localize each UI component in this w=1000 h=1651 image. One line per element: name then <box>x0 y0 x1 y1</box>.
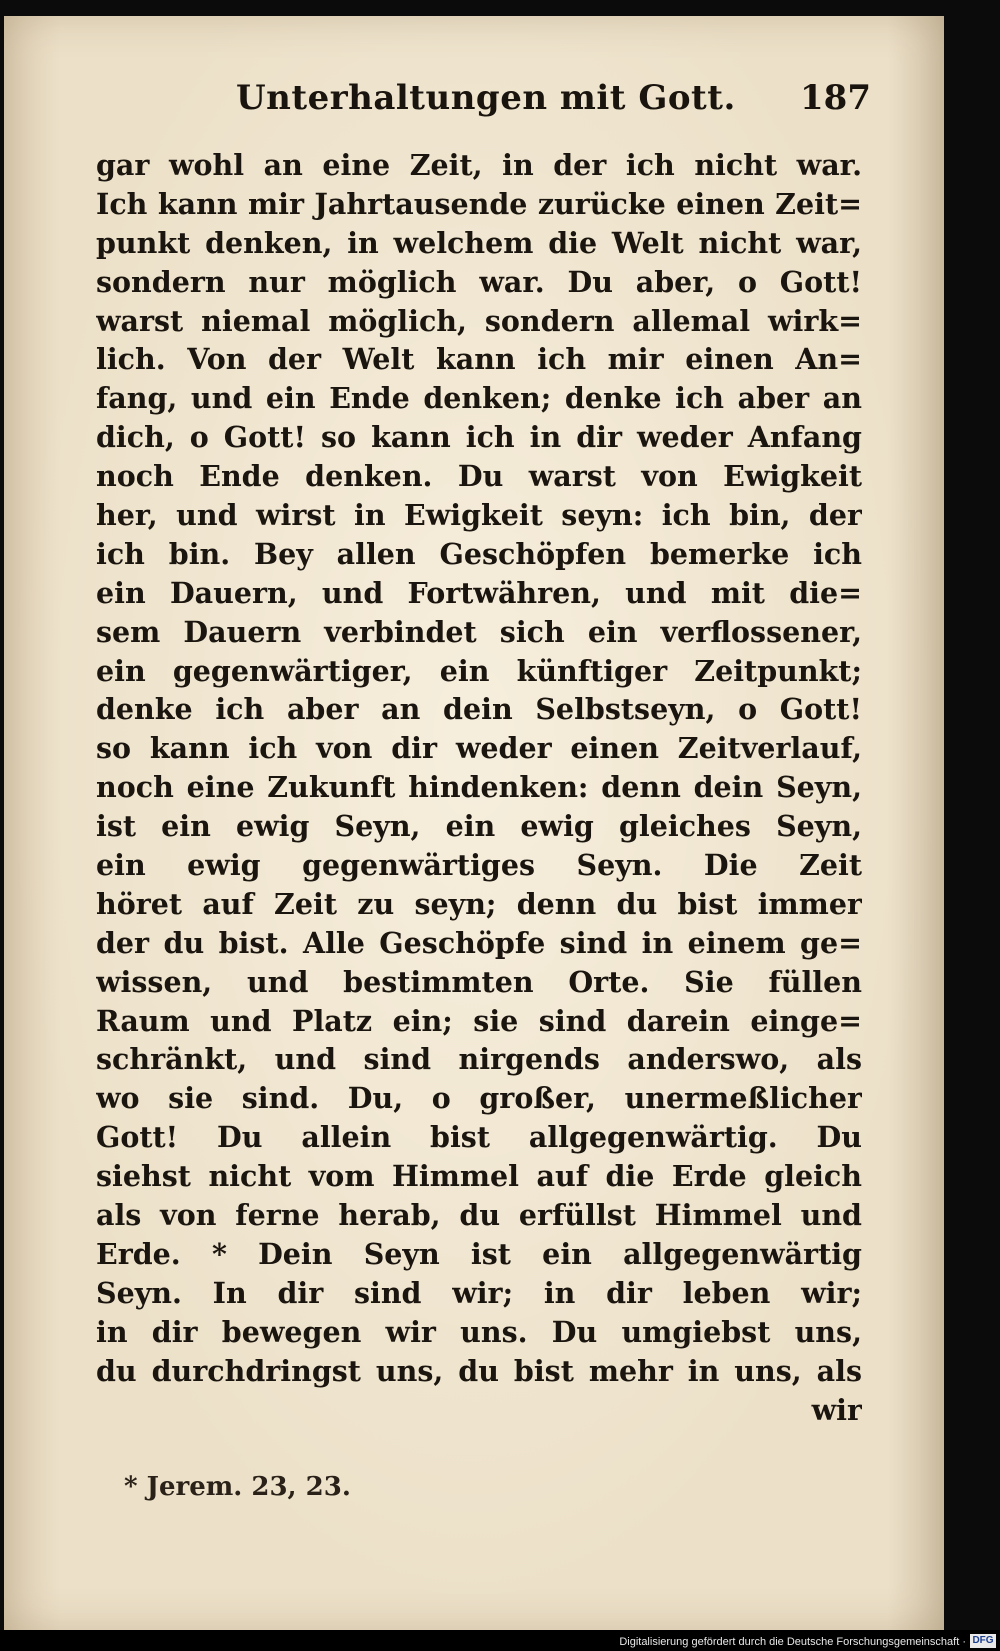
text-line: Seyn. In dir sind wir; in dir leben wir; <box>96 1275 862 1310</box>
text-line: Erde. * Dein Seyn ist ein allgegenwärtig <box>96 1236 862 1271</box>
text-line: punkt denken, in welchem die Welt nicht war, <box>96 225 862 260</box>
footnote: * Jerem. 23, 23. <box>124 1472 351 1502</box>
text-line: wissen, und bestimmten Orte. Sie füllen <box>96 964 862 999</box>
text-line: ein Dauern, und Fortwähren, und mit die= <box>96 575 862 610</box>
text-line: dich, o Gott! so kann ich in dir weder Anfang <box>96 420 862 455</box>
text-line: sondern nur möglich war. Du aber, o Gott! <box>96 264 862 299</box>
running-head: Unterhaltungen mit Gott. <box>236 78 736 118</box>
text-line: der du bist. Alle Geschöpfe sind in einem ge= <box>96 925 862 960</box>
text-line: ist ein ewig Seyn, ein ewig gleiches Seyn, <box>96 809 862 844</box>
book-page <box>4 16 944 1630</box>
text-line: sem Dauern verbindet sich ein verflossener, <box>96 614 862 649</box>
text-line: ich bin. Bey allen Geschöpfen bemerke ich <box>96 536 862 571</box>
text-line: her, und wirst in Ewigkeit seyn: ich bin, der <box>96 498 862 533</box>
text-line: ein ewig gegenwärtiges Seyn. Die Zeit <box>96 848 862 883</box>
text-line: du durchdringst uns, du bist mehr in uns, als <box>96 1353 862 1388</box>
text-line: gar wohl an eine Zeit, in der ich nicht war. <box>96 148 862 182</box>
text-line: fang, und ein Ende denken; denke ich aber an <box>96 381 862 416</box>
text-line: wo sie sind. Du, o großer, unermeßlicher <box>96 1081 862 1116</box>
text-line: noch Ende denken. Du warst von Ewigkeit <box>96 459 862 494</box>
text-line: so kann ich von dir weder einen Zeitverlauf, <box>96 731 862 766</box>
text-line: noch eine Zukunft hindenken: denn dein Seyn, <box>96 770 862 805</box>
text-line: siehst nicht vom Himmel auf die Erde gleich <box>96 1159 862 1194</box>
text-line: höret auf Zeit zu seyn; denn du bist immer <box>96 886 862 921</box>
credit-text: Digitalisierung gefördert durch die Deutsche Forschungsgemeinschaft · <box>619 1636 966 1648</box>
text-line: ein gegenwärtiger, ein künftiger Zeitpunkt; <box>96 653 862 688</box>
text-line: Gott! Du allein bist allgegenwärtig. Du <box>96 1120 862 1155</box>
text-line: als von ferne herab, du erfüllst Himmel und <box>96 1198 862 1233</box>
page-header <box>4 78 944 130</box>
text-line: warst niemal möglich, sondern allemal wirk= <box>96 303 862 338</box>
text-line: Raum und Platz ein; sie sind darein einge= <box>96 1003 862 1038</box>
text-line: Ich kann mir Jahrtausende zurücke einen Zeit= <box>96 186 862 221</box>
text-line: denke ich aber an dein Selbstseyn, o Gott! <box>96 692 862 727</box>
text-line: schränkt, und sind nirgends anderswo, als <box>96 1042 862 1077</box>
dfg-logo: DFG <box>970 1634 996 1648</box>
text-line: in dir bewegen wir uns. Du umgiebst uns, <box>96 1314 862 1349</box>
page-number: 187 <box>800 78 871 118</box>
catchword: wir <box>811 1392 862 1427</box>
digitization-credit-bar <box>0 1630 1000 1651</box>
text-line: lich. Von der Welt kann ich mir einen An= <box>96 342 862 377</box>
body-text <box>96 146 862 1429</box>
